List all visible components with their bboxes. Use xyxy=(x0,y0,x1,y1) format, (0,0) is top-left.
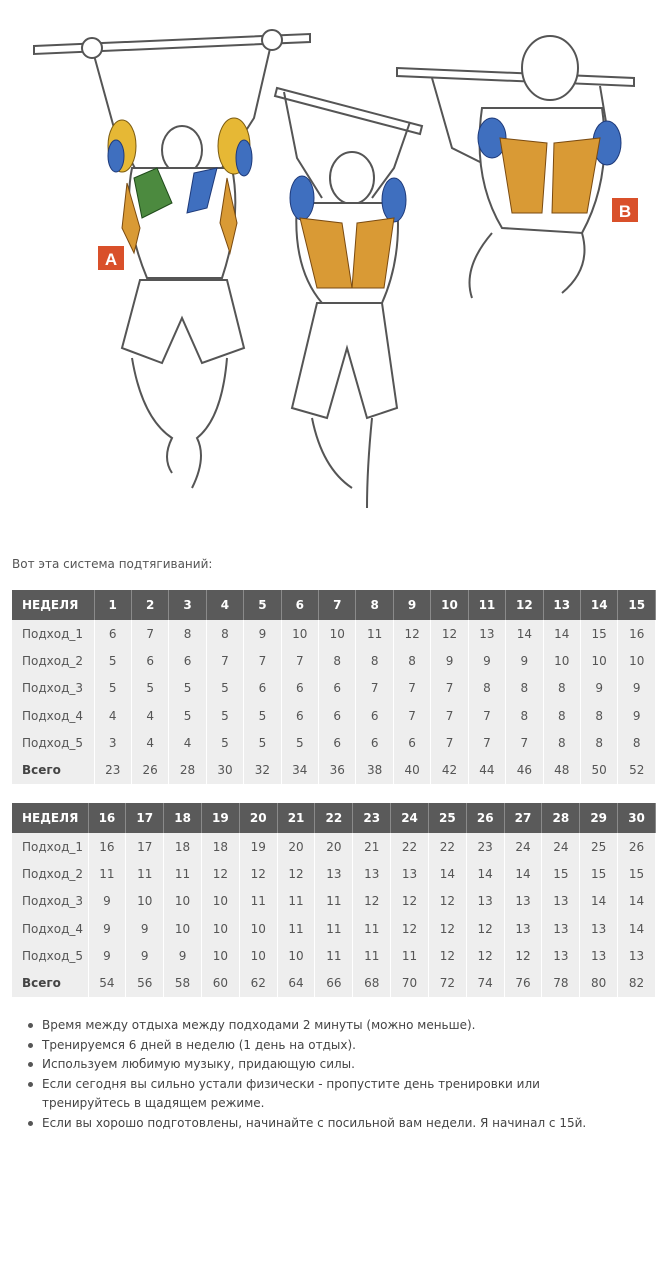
week-number: 17 xyxy=(126,803,164,833)
rep-count: 24 xyxy=(504,833,542,860)
rep-count: 23 xyxy=(466,833,504,860)
rep-count: 66 xyxy=(315,969,353,996)
week-number: 6 xyxy=(281,590,318,620)
table-row xyxy=(12,675,656,702)
rep-count: 8 xyxy=(543,729,580,756)
table-row xyxy=(12,702,656,729)
rep-count: 11 xyxy=(126,860,164,887)
rep-count: 11 xyxy=(277,888,315,915)
rep-count: 10 xyxy=(319,620,356,647)
week-number: 9 xyxy=(393,590,430,620)
rep-count: 40 xyxy=(393,756,430,783)
rep-count: 6 xyxy=(356,729,393,756)
row-label: Подход_3 xyxy=(12,888,88,915)
rep-count: 26 xyxy=(618,833,656,860)
rep-count: 8 xyxy=(618,729,656,756)
rep-count: 8 xyxy=(356,647,393,674)
rep-count: 7 xyxy=(431,729,468,756)
rep-count: 4 xyxy=(94,702,131,729)
note-item: Время между отдыха между подходами 2 минуты (можно меньше). xyxy=(26,1016,611,1036)
weekly-plan-table-2 xyxy=(12,803,656,997)
rep-count: 11 xyxy=(88,860,126,887)
rep-count: 6 xyxy=(94,620,131,647)
rep-count: 14 xyxy=(618,888,656,915)
week-number: 18 xyxy=(164,803,202,833)
note-item: Если сегодня вы сильно устали физически - пропустите день тренировки или тренируйтесь в щадящем режиме. xyxy=(26,1075,611,1114)
week-number: 13 xyxy=(543,590,580,620)
rep-count: 8 xyxy=(393,647,430,674)
rep-count: 9 xyxy=(126,942,164,969)
rep-count: 6 xyxy=(319,729,356,756)
week-number: 26 xyxy=(466,803,504,833)
rep-count: 18 xyxy=(201,833,239,860)
rep-count: 12 xyxy=(239,860,277,887)
rep-count: 7 xyxy=(393,675,430,702)
week-number: 2 xyxy=(131,590,168,620)
rep-count: 13 xyxy=(580,942,618,969)
rep-count: 6 xyxy=(356,702,393,729)
rep-count: 16 xyxy=(618,620,656,647)
rep-count: 5 xyxy=(206,702,243,729)
rep-count: 36 xyxy=(319,756,356,783)
row-label: Подход_2 xyxy=(12,647,94,674)
rep-count: 17 xyxy=(126,833,164,860)
label-b: B xyxy=(618,202,632,221)
rep-count: 12 xyxy=(504,942,542,969)
week-number: 28 xyxy=(542,803,580,833)
rep-count: 34 xyxy=(281,756,318,783)
rep-count: 7 xyxy=(131,620,168,647)
row-label: Всего xyxy=(12,756,94,783)
rep-count: 9 xyxy=(244,620,281,647)
week-number: 24 xyxy=(391,803,429,833)
rep-count: 18 xyxy=(164,833,202,860)
rep-count: 14 xyxy=(466,860,504,887)
row-label: Подход_1 xyxy=(12,833,88,860)
row-label: Подход_3 xyxy=(12,675,94,702)
week-number: 30 xyxy=(618,803,656,833)
rep-count: 11 xyxy=(356,620,393,647)
rep-count: 11 xyxy=(164,860,202,887)
table-row xyxy=(12,620,656,647)
rep-count: 15 xyxy=(618,860,656,887)
rep-count: 12 xyxy=(201,860,239,887)
rep-count: 42 xyxy=(431,756,468,783)
rep-count: 13 xyxy=(315,860,353,887)
week-header-label: НЕДЕЛЯ xyxy=(12,590,94,620)
weekly-plan-table-1 xyxy=(12,590,656,784)
rep-count: 9 xyxy=(580,675,617,702)
rep-count: 10 xyxy=(239,942,277,969)
rep-count: 13 xyxy=(353,860,391,887)
rep-count: 58 xyxy=(164,969,202,996)
week-number: 25 xyxy=(428,803,466,833)
rep-count: 25 xyxy=(580,833,618,860)
rep-count: 7 xyxy=(431,675,468,702)
rep-count: 5 xyxy=(131,675,168,702)
rep-count: 12 xyxy=(353,888,391,915)
table-row xyxy=(12,756,656,783)
rep-count: 6 xyxy=(169,647,206,674)
rep-count: 20 xyxy=(277,833,315,860)
rep-count: 7 xyxy=(206,647,243,674)
rep-count: 12 xyxy=(428,915,466,942)
rep-count: 10 xyxy=(126,888,164,915)
rep-count: 82 xyxy=(618,969,656,996)
rep-count: 5 xyxy=(281,729,318,756)
rep-count: 6 xyxy=(319,702,356,729)
rep-count: 7 xyxy=(468,729,505,756)
rep-count: 5 xyxy=(244,729,281,756)
figure-middle xyxy=(275,88,422,508)
rep-count: 11 xyxy=(277,915,315,942)
rep-count: 22 xyxy=(428,833,466,860)
week-number: 12 xyxy=(506,590,543,620)
week-number: 11 xyxy=(468,590,505,620)
rep-count: 6 xyxy=(281,702,318,729)
rep-count: 70 xyxy=(391,969,429,996)
rep-count: 8 xyxy=(580,702,617,729)
week-number: 15 xyxy=(618,590,656,620)
rep-count: 12 xyxy=(428,888,466,915)
rep-count: 11 xyxy=(239,888,277,915)
row-label: Подход_1 xyxy=(12,620,94,647)
intro-text: Вот эта система подтягиваний: xyxy=(12,557,213,571)
rep-count: 12 xyxy=(466,942,504,969)
rep-count: 10 xyxy=(201,942,239,969)
rep-count: 14 xyxy=(543,620,580,647)
rep-count: 10 xyxy=(543,647,580,674)
rep-count: 13 xyxy=(391,860,429,887)
rep-count: 13 xyxy=(468,620,505,647)
rep-count: 7 xyxy=(356,675,393,702)
figure-a xyxy=(34,30,310,488)
rep-count: 5 xyxy=(169,675,206,702)
rep-count: 56 xyxy=(126,969,164,996)
rep-count: 9 xyxy=(431,647,468,674)
rep-count: 6 xyxy=(393,729,430,756)
rep-count: 11 xyxy=(315,915,353,942)
rep-count: 11 xyxy=(391,942,429,969)
rep-count: 11 xyxy=(315,942,353,969)
rep-count: 10 xyxy=(201,888,239,915)
table-header-row xyxy=(12,803,656,833)
rep-count: 4 xyxy=(131,702,168,729)
rep-count: 12 xyxy=(393,620,430,647)
rep-count: 9 xyxy=(126,915,164,942)
pullup-muscles-illustration xyxy=(22,18,646,528)
note-item: Тренируемся 6 дней в неделю (1 день на отдых). xyxy=(26,1036,611,1056)
rep-count: 15 xyxy=(580,860,618,887)
rep-count: 38 xyxy=(356,756,393,783)
rep-count: 12 xyxy=(391,915,429,942)
rep-count: 5 xyxy=(169,702,206,729)
week-number: 29 xyxy=(580,803,618,833)
table-row xyxy=(12,729,656,756)
label-a: A xyxy=(104,250,118,269)
row-label: Подход_4 xyxy=(12,702,94,729)
table-row xyxy=(12,833,656,860)
rep-count: 4 xyxy=(131,729,168,756)
rep-count: 10 xyxy=(201,915,239,942)
note-item: Если вы хорошо подготовлены, начинайте с посильной вам недели. Я начинал с 15й. xyxy=(26,1114,611,1134)
rep-count: 10 xyxy=(618,647,656,674)
week-number: 20 xyxy=(239,803,277,833)
rep-count: 10 xyxy=(239,915,277,942)
rep-count: 9 xyxy=(618,675,656,702)
rep-count: 10 xyxy=(164,915,202,942)
table-row xyxy=(12,915,656,942)
table-row xyxy=(12,942,656,969)
rep-count: 64 xyxy=(277,969,315,996)
row-label: Всего xyxy=(12,969,88,996)
rep-count: 13 xyxy=(504,888,542,915)
rep-count: 10 xyxy=(281,620,318,647)
rep-count: 6 xyxy=(244,675,281,702)
row-label: Подход_5 xyxy=(12,729,94,756)
table-row xyxy=(12,860,656,887)
week-header-label: НЕДЕЛЯ xyxy=(12,803,88,833)
rep-count: 72 xyxy=(428,969,466,996)
rep-count: 11 xyxy=(315,888,353,915)
week-number: 19 xyxy=(201,803,239,833)
rep-count: 20 xyxy=(315,833,353,860)
rep-count: 7 xyxy=(431,702,468,729)
week-number: 14 xyxy=(580,590,617,620)
rep-count: 5 xyxy=(206,729,243,756)
rep-count: 9 xyxy=(88,942,126,969)
rep-count: 7 xyxy=(393,702,430,729)
week-number: 16 xyxy=(88,803,126,833)
table-row xyxy=(12,647,656,674)
rep-count: 46 xyxy=(506,756,543,783)
rep-count: 6 xyxy=(319,675,356,702)
rep-count: 76 xyxy=(504,969,542,996)
rep-count: 8 xyxy=(580,729,617,756)
rep-count: 14 xyxy=(506,620,543,647)
rep-count: 10 xyxy=(580,647,617,674)
rep-count: 54 xyxy=(88,969,126,996)
rep-count: 24 xyxy=(542,833,580,860)
table-header-row xyxy=(12,590,656,620)
rep-count: 12 xyxy=(431,620,468,647)
rep-count: 80 xyxy=(580,969,618,996)
rep-count: 6 xyxy=(281,675,318,702)
rep-count: 8 xyxy=(543,675,580,702)
rep-count: 13 xyxy=(542,915,580,942)
rep-count: 11 xyxy=(353,942,391,969)
rep-count: 13 xyxy=(542,888,580,915)
rep-count: 8 xyxy=(206,620,243,647)
row-label: Подход_2 xyxy=(12,860,88,887)
training-notes-list xyxy=(26,1016,611,1133)
rep-count: 6 xyxy=(131,647,168,674)
rep-count: 4 xyxy=(169,729,206,756)
rep-count: 78 xyxy=(542,969,580,996)
week-number: 5 xyxy=(244,590,281,620)
rep-count: 22 xyxy=(391,833,429,860)
rep-count: 50 xyxy=(580,756,617,783)
week-number: 23 xyxy=(353,803,391,833)
rep-count: 5 xyxy=(94,647,131,674)
week-number: 22 xyxy=(315,803,353,833)
rep-count: 8 xyxy=(319,647,356,674)
rep-count: 9 xyxy=(88,888,126,915)
rep-count: 9 xyxy=(618,702,656,729)
row-label: Подход_5 xyxy=(12,942,88,969)
rep-count: 15 xyxy=(580,620,617,647)
week-number: 27 xyxy=(504,803,542,833)
rep-count: 14 xyxy=(580,888,618,915)
rep-count: 52 xyxy=(618,756,656,783)
rep-count: 3 xyxy=(94,729,131,756)
rep-count: 15 xyxy=(542,860,580,887)
rep-count: 13 xyxy=(618,942,656,969)
rep-count: 48 xyxy=(543,756,580,783)
rep-count: 14 xyxy=(618,915,656,942)
rep-count: 13 xyxy=(504,915,542,942)
week-number: 21 xyxy=(277,803,315,833)
week-number: 10 xyxy=(431,590,468,620)
rep-count: 32 xyxy=(244,756,281,783)
rep-count: 9 xyxy=(468,647,505,674)
rep-count: 14 xyxy=(428,860,466,887)
rep-count: 8 xyxy=(169,620,206,647)
rep-count: 13 xyxy=(466,888,504,915)
rep-count: 8 xyxy=(506,675,543,702)
rep-count: 12 xyxy=(391,888,429,915)
rep-count: 9 xyxy=(88,915,126,942)
table-row xyxy=(12,888,656,915)
week-number: 8 xyxy=(356,590,393,620)
row-label: Подход_4 xyxy=(12,915,88,942)
rep-count: 13 xyxy=(542,942,580,969)
rep-count: 12 xyxy=(428,942,466,969)
week-number: 3 xyxy=(169,590,206,620)
rep-count: 14 xyxy=(504,860,542,887)
rep-count: 7 xyxy=(506,729,543,756)
rep-count: 12 xyxy=(466,915,504,942)
rep-count: 62 xyxy=(239,969,277,996)
rep-count: 8 xyxy=(506,702,543,729)
rep-count: 8 xyxy=(468,675,505,702)
rep-count: 9 xyxy=(164,942,202,969)
rep-count: 9 xyxy=(506,647,543,674)
rep-count: 28 xyxy=(169,756,206,783)
rep-count: 10 xyxy=(164,888,202,915)
rep-count: 10 xyxy=(277,942,315,969)
rep-count: 60 xyxy=(201,969,239,996)
rep-count: 11 xyxy=(353,915,391,942)
week-number: 4 xyxy=(206,590,243,620)
rep-count: 68 xyxy=(353,969,391,996)
rep-count: 5 xyxy=(244,702,281,729)
rep-count: 12 xyxy=(277,860,315,887)
rep-count: 5 xyxy=(206,675,243,702)
rep-count: 7 xyxy=(281,647,318,674)
rep-count: 5 xyxy=(94,675,131,702)
rep-count: 21 xyxy=(353,833,391,860)
rep-count: 7 xyxy=(244,647,281,674)
rep-count: 44 xyxy=(468,756,505,783)
table-row xyxy=(12,969,656,996)
rep-count: 13 xyxy=(580,915,618,942)
rep-count: 8 xyxy=(543,702,580,729)
rep-count: 16 xyxy=(88,833,126,860)
rep-count: 30 xyxy=(206,756,243,783)
week-number: 1 xyxy=(94,590,131,620)
rep-count: 7 xyxy=(468,702,505,729)
week-number: 7 xyxy=(319,590,356,620)
rep-count: 74 xyxy=(466,969,504,996)
rep-count: 26 xyxy=(131,756,168,783)
rep-count: 19 xyxy=(239,833,277,860)
rep-count: 23 xyxy=(94,756,131,783)
note-item: Используем любимую музыку, придающую силы. xyxy=(26,1055,611,1075)
